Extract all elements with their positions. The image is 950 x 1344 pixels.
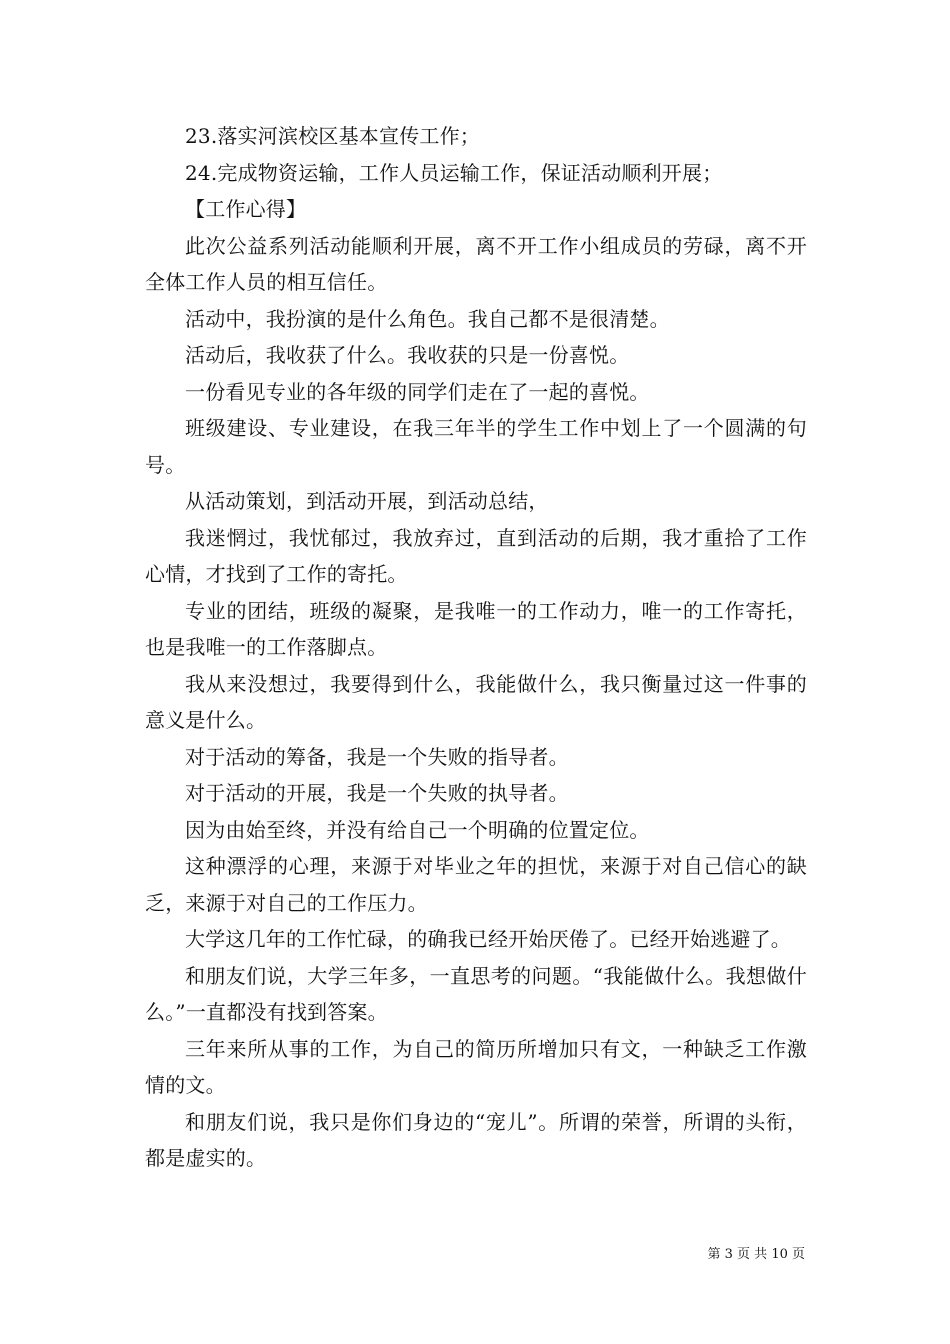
paragraph-item-24: 24.完成物资运输，工作人员运输工作，保证活动顺利开展；: [185, 160, 723, 185]
paragraph: 班级建设、专业建设，在我三年半的学生工作中划上了一个圆满的句号。: [145, 416, 807, 477]
paragraph-item-23: 23.落实河滨校区基本宣传工作；: [185, 124, 481, 148]
paragraph: 对于活动的筹备，我是一个失败的指导者。: [185, 744, 569, 769]
paragraph: 此次公益系列活动能顺利开展，离不开工作小组成员的劳碌，离不开全体工作人员的相互信任。: [145, 233, 807, 294]
paragraph: 对于活动的开展，我是一个失败的执导者。: [185, 781, 569, 805]
paragraph: 活动后，我收获了什么。我收获的只是一份喜悦。: [185, 343, 630, 367]
paragraph: 活动中，我扮演的是什么角色。我自己都不是很清楚。: [185, 306, 670, 331]
document-body: [145, 118, 807, 1177]
paragraph: 和朋友们说，我只是你们身边的“宠儿”。所谓的荣誉，所谓的头衔，都是虚实的。: [145, 1109, 807, 1170]
paragraph: 从活动策划，到活动开展，到活动总结，: [185, 489, 549, 513]
paragraph: 我迷惘过，我忧郁过，我放弃过，直到活动的后期，我才重拾了工作心情，才找到了工作的寄托。: [145, 525, 807, 586]
paragraph: 和朋友们说，大学三年多，一直思考的问题。“我能做什么。我想做什么。”一直都没有找到答案。: [145, 963, 807, 1024]
paragraph: 专业的团结，班级的凝聚，是我唯一的工作动力，唯一的工作寄托，也是我唯一的工作落脚点。: [145, 598, 807, 659]
paragraph: 因为由始至终，并没有给自己一个明确的位置定位。: [185, 817, 650, 842]
page-number-footer: 第 3 页 共 10 页: [707, 1247, 805, 1262]
paragraph: 这种漂浮的心理，来源于对毕业之年的担忧，来源于对自己信心的缺乏，来源于对自己的工作压力。: [145, 854, 807, 915]
paragraph: 我从来没想过，我要得到什么，我能做什么，我只衡量过这一件事的意义是什么。: [145, 671, 807, 732]
paragraph: 大学这几年的工作忙碌，的确我已经开始厌倦了。已经开始逃避了。: [185, 927, 791, 951]
paragraph: 三年来所从事的工作，为自己的简历所增加只有文，一种缺乏工作激情的文。: [145, 1036, 807, 1097]
paragraph: 一份看见专业的各年级的同学们走在了一起的喜悦。: [185, 379, 650, 404]
section-heading-work-experience: 【工作心得】: [185, 197, 307, 221]
